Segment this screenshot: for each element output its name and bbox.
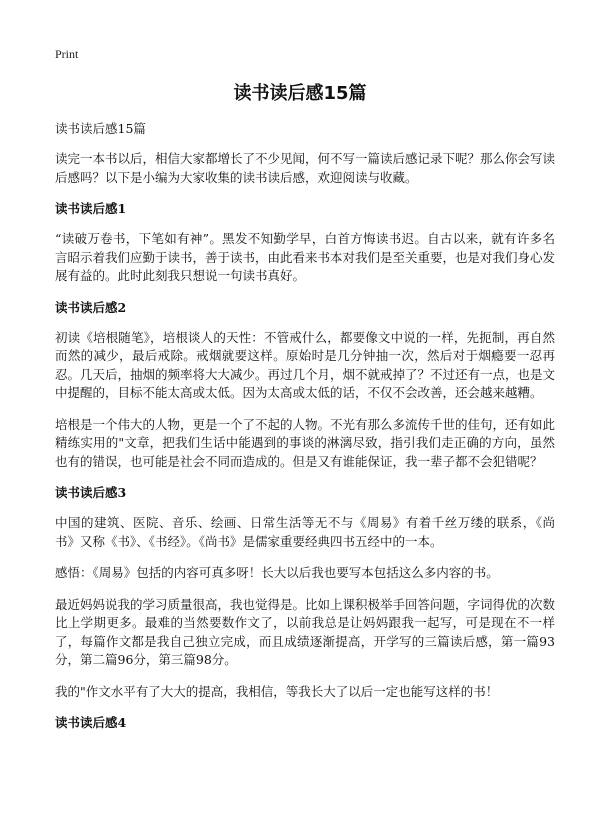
print-link[interactable]: Print <box>55 47 79 61</box>
section-paragraph: 我的"作文水平有了大大的提高，我相信，等我长大了以后一定也能写这样的书！ <box>55 683 499 699</box>
intro-paragraph: 读完一本书以后，相信大家都增长了不少见闻，何不写一篇读后感记录下呢？那么你会写读后感吗？以下是小编为大家收集的读书读后感，欢迎阅读与收藏。 <box>55 151 556 185</box>
section-heading: 读书读后感2 <box>55 299 127 315</box>
section-paragraph: 中国的建筑、医院、音乐、绘画、日常生活等无不与《周易》有着千丝万缕的联系，《尚书》又称《书》、《书经》。《尚书》是儒家重要经典四书五经中的一本。 <box>55 515 555 549</box>
section-heading: 读书读后感4 <box>55 715 127 730</box>
document-subtitle: 读书读后感15篇 <box>55 121 146 136</box>
section-paragraph: 最近妈妈说我的学习质量很高，我也觉得是。比如上课积极举手回答问题，字词得优的次数比上学期更多。最难的当然要数作文了，以前我总是让妈妈跟我一起写，可是现在不一样了，每篇作文都是我自己独立完成，而且成绩逐渐提高，开学写的三篇读后感，第一篇93分，第二篇96分，第三篇98分。 <box>55 596 556 667</box>
section-heading: 读书读后感3 <box>55 485 127 500</box>
document-body <box>55 120 555 744</box>
section-paragraph: 感悟：《周易》包括的内容可真多呀！长大以后我也要写本包括这么多内容的书。 <box>55 565 499 580</box>
section-paragraph: 初读《培根随笔》，培根谈人的天性：不管戒什么，都要像文中说的一样，先扼制，再自然而然的减少，最后戒除。戒烟就要这样。原始时是几分钟抽一次，然后对于烟瘾要一忍再忍。几天后，抽烟的频率将大大减少。再过几个月，烟不就戒掉了？不过还有一点，也是文中提醒的，目标不能太高或太低。因为太高或太低的话，不仅不会改善，还会越来越糟。 <box>55 329 556 400</box>
document-title: 读书读后感15篇 <box>233 83 367 104</box>
section-heading: 读书读后感1 <box>55 201 127 216</box>
section-paragraph: “读破万卷书，下笔如有神”。黑发不知勤学早，白首方悔读书迟。自古以来，就有许多名言昭示着我们应勤于读书，善于读书，由此看来书本对我们是至关重要，也是对我们身心发展有益的。此时此刻我只想说一句读书真好。 <box>55 231 556 283</box>
section-paragraph: 培根是一个伟大的人物，更是一个了不起的人物。不光有那么多流传千世的佳句，还有如此精练实用的"文章，把我们生话中能遇到的事谈的淋漓尽致，指引我们走正确的方向，虽然也有的错误，也可能是社会不同而造成的。但是又有谁能保证，我一辈子都不会犯错呢？ <box>55 416 556 469</box>
